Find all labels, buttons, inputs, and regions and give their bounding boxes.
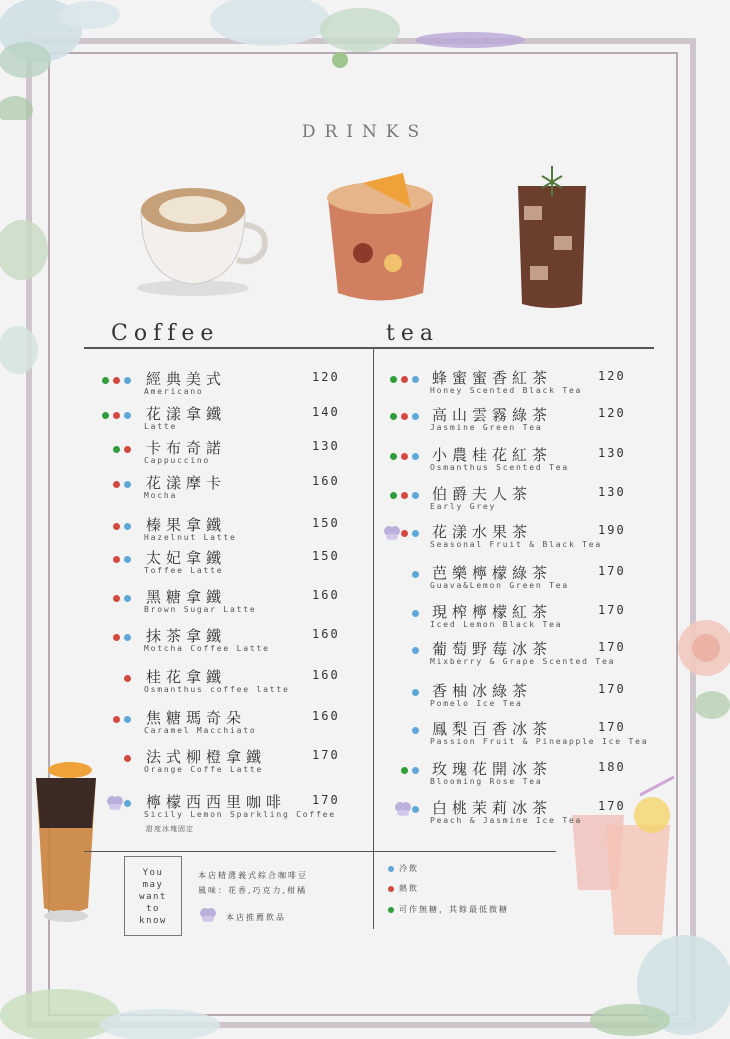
drink-name: 法式柳橙拿鐵 xyxy=(146,748,267,766)
drink-price: 120 xyxy=(598,406,626,420)
recommend-note: 本店推薦飲品 xyxy=(226,913,286,922)
hot-dot-icon xyxy=(388,886,394,892)
fruit-tea-illustration xyxy=(323,163,438,308)
drink-price: 160 xyxy=(312,709,340,723)
green-dot-icon xyxy=(102,412,109,419)
drink-price: 190 xyxy=(598,523,626,537)
drink-english-name: Caramel Macchiato xyxy=(144,726,257,735)
drink-english-name: Hazelnut Latte xyxy=(144,533,237,542)
drink-type-dots xyxy=(86,716,134,724)
red-dot-icon xyxy=(124,675,131,682)
drink-type-dots xyxy=(86,800,134,808)
drink-name: 葡萄野莓冰茶 xyxy=(432,640,553,658)
drink-price: 170 xyxy=(598,640,626,654)
menu-item xyxy=(86,711,356,747)
drink-type-dots xyxy=(382,453,430,461)
drink-price: 170 xyxy=(598,682,626,696)
green-dot-icon xyxy=(390,453,397,460)
blue-dot-icon xyxy=(412,530,419,537)
drink-price: 160 xyxy=(312,588,340,602)
drink-english-name: Latte xyxy=(144,422,178,431)
blue-dot-icon xyxy=(124,412,131,419)
drink-price: 140 xyxy=(312,405,340,419)
know-line: may xyxy=(142,880,164,890)
drink-type-dots xyxy=(382,610,430,618)
drink-price: 160 xyxy=(312,474,340,488)
drink-price: 130 xyxy=(312,439,340,453)
drink-price: 170 xyxy=(598,799,626,813)
blue-dot-icon xyxy=(412,689,419,696)
drink-price: 120 xyxy=(312,370,340,384)
drink-english-name: Osmanthus coffee latte xyxy=(144,685,290,694)
drink-name: 抹茶拿鐵 xyxy=(146,627,227,645)
drink-name: 玫瑰花開冰茶 xyxy=(432,760,553,778)
menu-item xyxy=(382,371,652,407)
red-dot-icon xyxy=(113,634,120,641)
drink-type-dots xyxy=(382,767,430,775)
drink-name: 芭樂檸檬綠茶 xyxy=(432,564,553,582)
legend-label: 冷飲 xyxy=(399,864,419,873)
drink-english-name: Brown Sugar Latte xyxy=(144,605,257,614)
menu-title: DRINKS xyxy=(301,122,429,142)
butterfly-icon xyxy=(200,908,216,922)
drink-type-dots xyxy=(382,571,430,579)
drink-type-dots xyxy=(86,675,134,683)
drink-type-dots xyxy=(382,647,430,655)
drink-name: 高山雲霧綠茶 xyxy=(432,406,553,424)
red-dot-icon xyxy=(401,530,408,537)
drink-name: 卡布奇諾 xyxy=(146,439,227,457)
iced-coffee-illustration xyxy=(510,166,595,311)
drink-name: 白桃茉莉冰茶 xyxy=(432,799,553,817)
drink-price: 170 xyxy=(598,720,626,734)
menu-item xyxy=(86,750,356,786)
drink-type-dots xyxy=(382,376,430,384)
tea-section-title: tea xyxy=(386,321,439,346)
latte-cup-illustration xyxy=(133,180,273,300)
drink-name: 小農桂花紅茶 xyxy=(432,446,553,464)
floral-top-right xyxy=(200,0,540,90)
drink-english-name: Mocha xyxy=(144,491,178,500)
green-dot-icon xyxy=(401,767,408,774)
red-dot-icon xyxy=(401,492,408,499)
coffee-section-title: Coffee xyxy=(111,321,220,346)
drink-type-dots xyxy=(382,492,430,500)
drink-name: 花漾拿鐵 xyxy=(146,405,227,423)
drink-note: 甜度冰塊固定 xyxy=(146,825,194,833)
drink-name: 花漾水果茶 xyxy=(432,523,533,541)
menu-item xyxy=(382,487,652,523)
menu-item xyxy=(382,525,652,561)
you-may-want-to-know-box xyxy=(124,856,182,936)
blue-dot-icon xyxy=(412,492,419,499)
footer-rule xyxy=(84,851,556,852)
drink-english-name: Pomelo Ice Tea xyxy=(430,699,523,708)
blue-dot-icon xyxy=(412,376,419,383)
drink-name: 伯爵夫人茶 xyxy=(432,485,533,503)
blue-dot-icon xyxy=(124,634,131,641)
blue-dot-icon xyxy=(124,556,131,563)
drink-price: 130 xyxy=(598,485,626,499)
butterfly-icon xyxy=(384,526,400,540)
menu-item xyxy=(382,408,652,444)
red-dot-icon xyxy=(124,755,131,762)
floral-right-rose xyxy=(672,610,730,730)
drink-english-name: Jasmine Green Tea xyxy=(430,423,543,432)
drink-english-name: Guava&Lemon Green Tea xyxy=(430,581,569,590)
blue-dot-icon xyxy=(124,481,131,488)
drink-english-name: Osmanthus Scented Tea xyxy=(430,463,569,472)
drink-type-dots xyxy=(86,556,134,564)
menu-item xyxy=(382,684,652,720)
menu-item xyxy=(86,476,356,512)
red-dot-icon xyxy=(401,413,408,420)
red-dot-icon xyxy=(113,595,120,602)
drink-type-dots xyxy=(86,523,134,531)
sugar-free-dot-icon xyxy=(388,907,394,913)
blue-dot-icon xyxy=(124,595,131,602)
blue-dot-icon xyxy=(412,727,419,734)
drink-type-dots xyxy=(382,530,430,538)
red-dot-icon xyxy=(113,481,120,488)
drink-name: 太妃拿鐵 xyxy=(146,549,227,567)
drink-english-name: Iced Lemon Black Tea xyxy=(430,620,563,629)
menu-item xyxy=(86,551,356,587)
menu-item xyxy=(382,762,652,798)
blue-dot-icon xyxy=(412,610,419,617)
cold-dot-icon xyxy=(388,866,394,872)
drink-price: 170 xyxy=(598,603,626,617)
drink-type-dots xyxy=(86,377,134,385)
menu-item xyxy=(382,722,652,758)
drink-english-name: Passion Fruit & Pineapple Ice Tea xyxy=(430,737,649,746)
drink-name: 桂花拿鐵 xyxy=(146,668,227,686)
red-dot-icon xyxy=(113,523,120,530)
blue-dot-icon xyxy=(412,413,419,420)
drink-english-name: Early Grey xyxy=(430,502,497,511)
red-dot-icon xyxy=(124,446,131,453)
drink-type-dots xyxy=(86,481,134,489)
legend-label: 熱飲 xyxy=(399,884,419,893)
legend-sugar-free xyxy=(388,904,509,915)
red-dot-icon xyxy=(113,377,120,384)
drink-name: 經典美式 xyxy=(146,370,227,388)
drink-name: 黑糖拿鐵 xyxy=(146,588,227,606)
red-dot-icon xyxy=(113,556,120,563)
drink-english-name: Peach & Jasmine Ice Tea xyxy=(430,816,583,825)
drink-name: 鳳梨百香冰茶 xyxy=(432,720,553,738)
menu-item xyxy=(382,448,652,484)
flavor-note: 風味：花香,巧克力,柑橘 xyxy=(198,886,308,895)
menu-item xyxy=(382,801,652,837)
blue-dot-icon xyxy=(124,716,131,723)
floral-bottom-left xyxy=(0,930,230,1039)
menu-item xyxy=(86,629,356,665)
drink-type-dots xyxy=(86,412,134,420)
green-dot-icon xyxy=(102,377,109,384)
drink-price: 180 xyxy=(598,760,626,774)
drink-type-dots xyxy=(382,413,430,421)
drink-english-name: Sicily Lemon Sparkling Coffee xyxy=(144,810,336,819)
butterfly-icon xyxy=(395,802,411,816)
column-divider xyxy=(373,349,374,929)
know-line: know xyxy=(139,916,167,926)
red-dot-icon xyxy=(401,376,408,383)
drink-english-name: Americano xyxy=(144,387,204,396)
floral-top-left xyxy=(0,0,140,120)
drink-price: 170 xyxy=(598,564,626,578)
drink-name: 香柚冰綠茶 xyxy=(432,682,533,700)
drink-name: 現榨檸檬紅茶 xyxy=(432,603,553,621)
menu-item xyxy=(86,670,356,706)
drink-name: 蜂蜜蜜香紅茶 xyxy=(432,369,553,387)
drink-name: 檸檬西西里咖啡 xyxy=(146,793,287,811)
floral-left xyxy=(0,170,60,400)
blue-dot-icon xyxy=(412,453,419,460)
drink-type-dots xyxy=(382,727,430,735)
drink-type-dots xyxy=(86,755,134,763)
drink-type-dots xyxy=(86,446,134,454)
green-dot-icon xyxy=(390,376,397,383)
know-line: You xyxy=(142,868,164,878)
drink-name: 焦糖瑪奇朵 xyxy=(146,709,247,727)
drink-type-dots xyxy=(86,634,134,642)
coffee-bean-note: 本店精選義式綜合咖啡豆 xyxy=(198,871,308,880)
drink-english-name: Mixberry & Grape Scented Tea xyxy=(430,657,616,666)
drink-type-dots xyxy=(382,689,430,697)
drink-english-name: Toffee Latte xyxy=(144,566,224,575)
drink-english-name: Blooming Rose Tea xyxy=(430,777,543,786)
red-dot-icon xyxy=(113,412,120,419)
drink-price: 170 xyxy=(312,748,340,762)
drink-price: 130 xyxy=(598,446,626,460)
drink-price: 160 xyxy=(312,668,340,682)
blue-dot-icon xyxy=(412,647,419,654)
drink-english-name: Cappuccino xyxy=(144,456,211,465)
red-dot-icon xyxy=(113,716,120,723)
green-dot-icon xyxy=(113,446,120,453)
drink-price: 150 xyxy=(312,516,340,530)
blue-dot-icon xyxy=(124,523,131,530)
drink-english-name: Motcha Coffee Latte xyxy=(144,644,270,653)
green-dot-icon xyxy=(390,492,397,499)
blue-dot-icon xyxy=(412,571,419,578)
know-line: to xyxy=(146,904,160,914)
drink-price: 160 xyxy=(312,627,340,641)
legend-cold xyxy=(388,863,419,874)
drink-name: 榛果拿鐵 xyxy=(146,516,227,534)
menu-item xyxy=(382,566,652,602)
drink-english-name: Seasonal Fruit & Black Tea xyxy=(430,540,603,549)
drink-price: 120 xyxy=(598,369,626,383)
legend-label: 可作無糖，其餘最低微糖 xyxy=(399,905,509,914)
header-rule xyxy=(84,347,654,349)
drink-price: 170 xyxy=(312,793,340,807)
drink-price: 150 xyxy=(312,549,340,563)
blue-dot-icon xyxy=(412,767,419,774)
menu-item xyxy=(86,795,356,831)
know-line: want xyxy=(139,892,167,902)
blue-dot-icon xyxy=(124,800,131,807)
drink-english-name: Honey Scented Black Tea xyxy=(430,386,583,395)
drink-english-name: Orange Coffe Latte xyxy=(144,765,264,774)
red-dot-icon xyxy=(401,453,408,460)
blue-dot-icon xyxy=(412,806,419,813)
menu-item xyxy=(86,590,356,626)
blue-dot-icon xyxy=(124,377,131,384)
drink-name: 花漾摩卡 xyxy=(146,474,227,492)
drink-type-dots xyxy=(86,595,134,603)
green-dot-icon xyxy=(390,413,397,420)
legend-hot xyxy=(388,883,419,894)
butterfly-icon xyxy=(107,796,123,810)
drink-type-dots xyxy=(382,806,430,814)
menu-item xyxy=(382,605,652,641)
menu-item xyxy=(382,642,652,678)
